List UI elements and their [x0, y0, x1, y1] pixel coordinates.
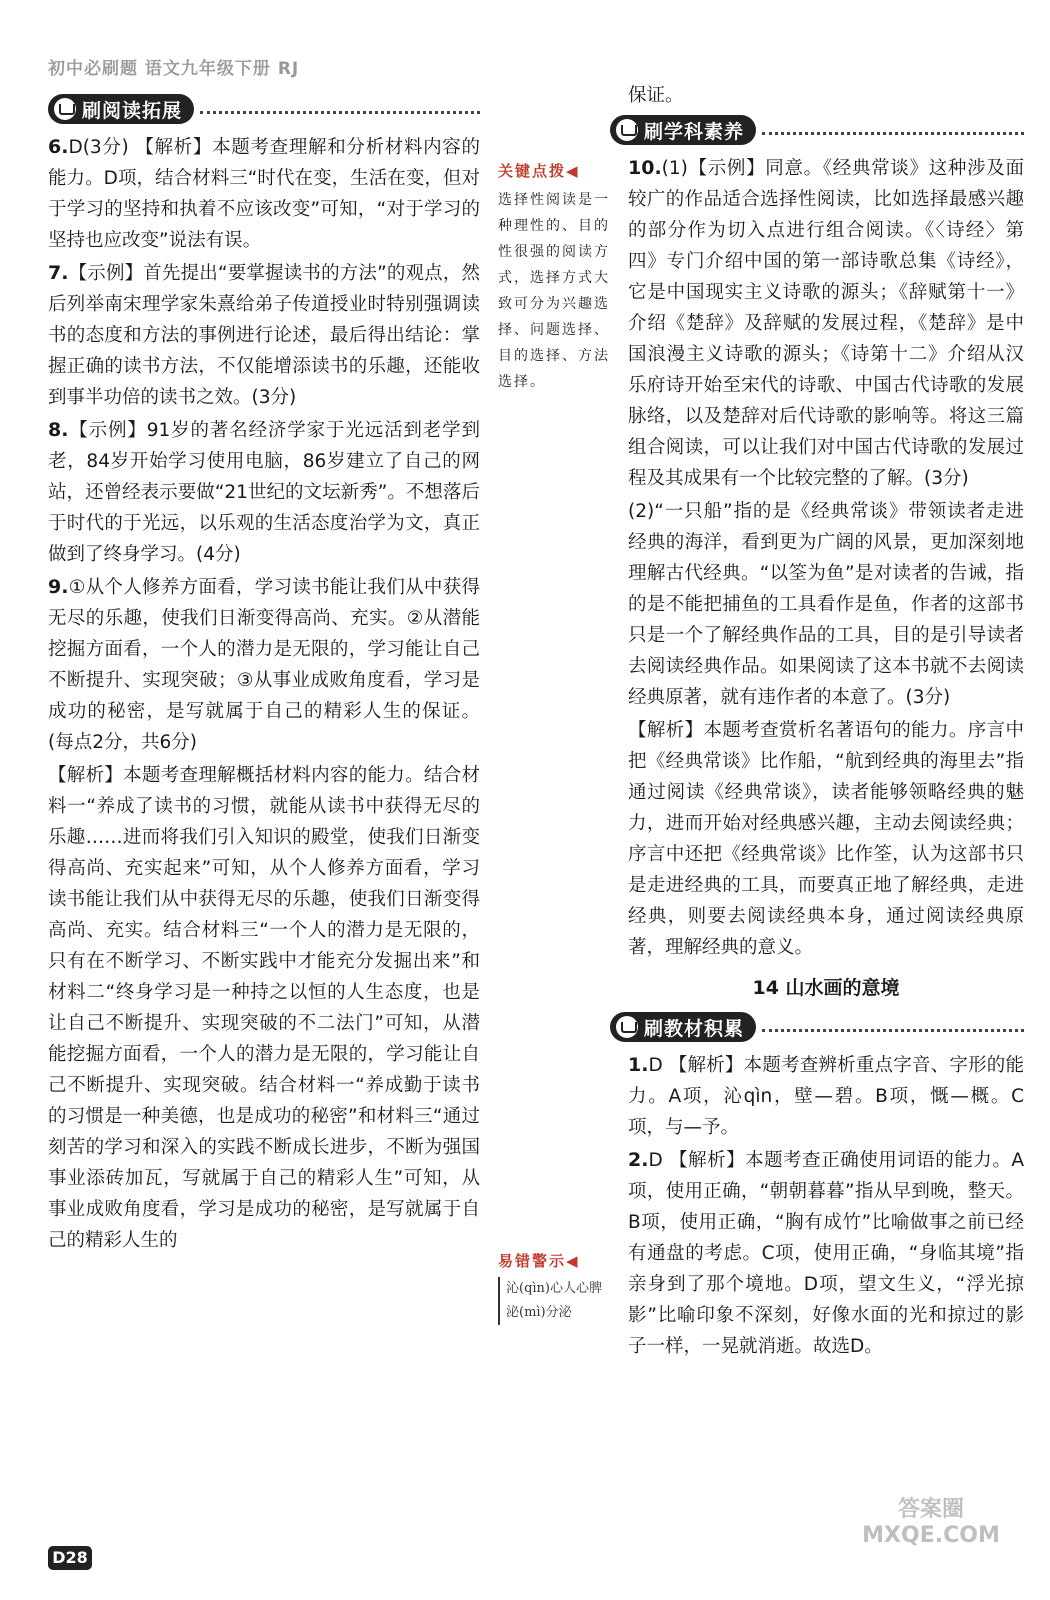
running-header: 初中必刷题 语文九年级下册 RJ — [48, 59, 300, 79]
section-badge — [48, 94, 194, 124]
arrow-left-icon: ◀ — [566, 1252, 580, 1270]
left-column — [48, 92, 480, 1258]
book-icon — [616, 1016, 638, 1038]
item-text: 【示例】91岁的著名经济学家于光远活到老学到老，84岁开始学习使用电脑，86岁建立了自己的网站，还曾经表示要做“21世纪的文坛新秀”。不想落后于时代的于光远，以乐观的生活态度治学为文，真正做到了终身学习。(4分) — [48, 420, 480, 565]
answer-item-7 — [48, 258, 480, 413]
analysis-9: 【解析】本题考查理解概括材料内容的能力。结合材料一“养成了读书的习惯，就能从读书中获得无尽的乐趣……进而将我们引入知识的殿堂，使我们日渐变得高尚、充实起来”可知，从个人修养方面看，学习读书能让我们从中获得无尽的乐趣，使我们日渐变得高尚、充实。结合材料三“一个人的潜力是无限的，只有在不断学习、不断实践中才能充分发掘出来”和材料二“终身学习是一种持之以恒的人生态度，也是让自己不断提升、实现突破的不二法门”可知，从潜能挖掘方面看，一个人的潜力是无限的，学习能让自己不断提升、实现突破。结合材料一“养成勤于读书的习惯是一种美德，也是成功的秘密”和材料三“通过刻苦的学习和深入的实践不断成长进步，不断为强国事业添砖加瓦，写就属于自己的精彩人生”可知，从事业成败角度看，学习是成功的秘密，是写就属于自己的精彩人生的 — [48, 765, 480, 1251]
item-text: (1)【示例】同意。《经典常谈》这种涉及面较广的作品适合选择性阅读，比如选择最感兴趣的部分作为切入点进行组合阅读。《〈诗经〉第四》专门介绍中国的第一部诗歌总集《诗经》，它是中国现实主义诗歌的源头；《辞赋第十一》介绍《楚辞》及辞赋的发展过程，《楚辞》是中国浪漫主义诗歌的源头；《诗第十二》介绍从汉乐府诗开始至宋代的诗歌、中国古代诗歌的发展脉络，以及楚辞对后代诗歌的影响等。将这三篇组合阅读，可以让我们对中国古代诗歌的发展过程及其成果有一个比较完整的了解。(3分) — [628, 158, 1024, 489]
page-number: D28 — [48, 1546, 92, 1570]
side-note-title — [498, 1250, 616, 1271]
section-title: 刷教材积累 — [644, 1017, 745, 1040]
side-note-text: 选择性阅读是一种理性的、目的性很强的阅读方式，选择方式大致可分为兴趣选择、问题选择、目的选择、方法选择。 — [498, 192, 610, 390]
chapter-title: 14 山水画的意境 — [752, 977, 900, 999]
book-icon — [616, 119, 638, 141]
right-column — [628, 80, 1024, 1364]
side-note-title — [498, 160, 616, 181]
arrow-left-icon: ◀ — [566, 162, 580, 180]
item-number: 8. — [48, 419, 69, 441]
item-number: 10. — [628, 157, 662, 179]
side-note-title-text: 关键点拨 — [498, 162, 567, 180]
item-text: D(3分) 【解析】本题考查理解和分析材料内容的能力。D项，结合材料三“时代在变，生活在变，但对于学习的坚持和执着不应该改变”可知，“对于学习的坚持也应改变”说法有误。 — [48, 137, 480, 251]
item-text: 【示例】首先提出“要掌握读书的方法”的观点，然后列举南宋理学家朱熹给弟子传道授业时特别强调读书的态度和方法的事例进行论述，最后得出结论：掌握正确的读书方法，不仅能增添读书的乐趣，还能收到事半功倍的读书之效。(3分) — [48, 263, 480, 408]
answer-item-1 — [628, 1050, 1024, 1143]
answer-item-2 — [628, 1145, 1024, 1362]
section-heading-textbook — [610, 1010, 1024, 1044]
answer-10-part-2: (2)“一只船”指的是《经典常谈》带领读者走进经典的海洋，看到更为广阔的风景，更加深刻地理解古代经典。“以筌为鱼”是对读者的告诫，指的是不能把捕鱼的工具看作是鱼，作者的这部书只是一个了解经典作品的工具，目的是引导读者去阅读经典作品。如果阅读了这本书就不去阅读经典原著，就有违作者的本意了。(3分) — [628, 501, 1024, 708]
dotted-divider — [200, 111, 480, 114]
answer-item-8 — [48, 415, 480, 570]
book-icon — [54, 98, 76, 120]
dotted-divider — [762, 132, 1024, 135]
side-note-warning — [498, 1250, 616, 1325]
section-heading-literacy — [610, 113, 1024, 147]
item-number: 2. — [628, 1149, 649, 1171]
answer-item-9 — [48, 572, 480, 758]
section-badge — [610, 1012, 756, 1042]
section-badge — [610, 115, 756, 145]
continued-text: 保证。 — [628, 85, 684, 106]
item-number: 9. — [48, 576, 69, 598]
item-number: 6. — [48, 136, 69, 158]
side-note-line: 泌(mì)分泌 — [506, 1305, 572, 1320]
item-text: ①从个人修养方面看，学习读书能让我们从中获得无尽的乐趣，使我们日渐变得高尚、充实。②从潜能挖掘方面看，一个人的潜力是无限的，学习能让自己不断提升、实现突破；③从事业成败角度看，学习是成功的秘密，是写就属于自己的精彩人生的保证。(每点2分，共6分) — [48, 577, 480, 753]
side-note-line: 沁(qìn)心人心脾 — [506, 1281, 602, 1296]
watermark: 答案圈 MXQE.COM — [862, 1497, 1000, 1548]
side-note-key-points — [498, 160, 616, 395]
item-text: D 【解析】本题考查辨析重点字音、字形的能力。A项，沁qìn，壁—碧。B项，慨—概。C项，与—予。 — [628, 1055, 1024, 1138]
item-text: D 【解析】本题考查正确使用词语的能力。A项，使用正确，“朝朝暮暮”指从早到晚，整天。B项，使用正确，“胸有成竹”比喻做事之前已经有通盘的考虑。C项，使用正确，“身临其境”指亲身到了那个境地。D项，望文生义，“浮光掠影”比喻印象不深刻，好像水面的光和掠过的影子一样，一晃就消逝。故选D。 — [628, 1150, 1024, 1357]
section-title: 刷阅读拓展 — [82, 99, 183, 122]
answer-item-10 — [628, 153, 1024, 494]
section-title: 刷学科素养 — [644, 120, 745, 143]
item-number: 7. — [48, 262, 69, 284]
item-number: 1. — [628, 1054, 649, 1076]
analysis-10: 【解析】本题考查赏析名著语句的能力。序言中把《经典常谈》比作船，“航到经典的海里去”指通过阅读《经典常谈》，读者能够领略经典的魅力，进而开始对经典感兴趣，主动去阅读经典；序言中还把《经典常谈》比作筌，认为这部书只是走进经典的工具，而要真正地了解经典，走进经典，则要去阅读经典本身，通过阅读经典原著，理解经典的意义。 — [628, 720, 1024, 958]
answer-item-6 — [48, 132, 480, 256]
dotted-divider — [762, 1029, 1024, 1032]
side-note-box — [498, 1277, 616, 1325]
section-heading-reading — [48, 92, 480, 126]
side-note-title-text: 易错警示 — [498, 1252, 567, 1270]
